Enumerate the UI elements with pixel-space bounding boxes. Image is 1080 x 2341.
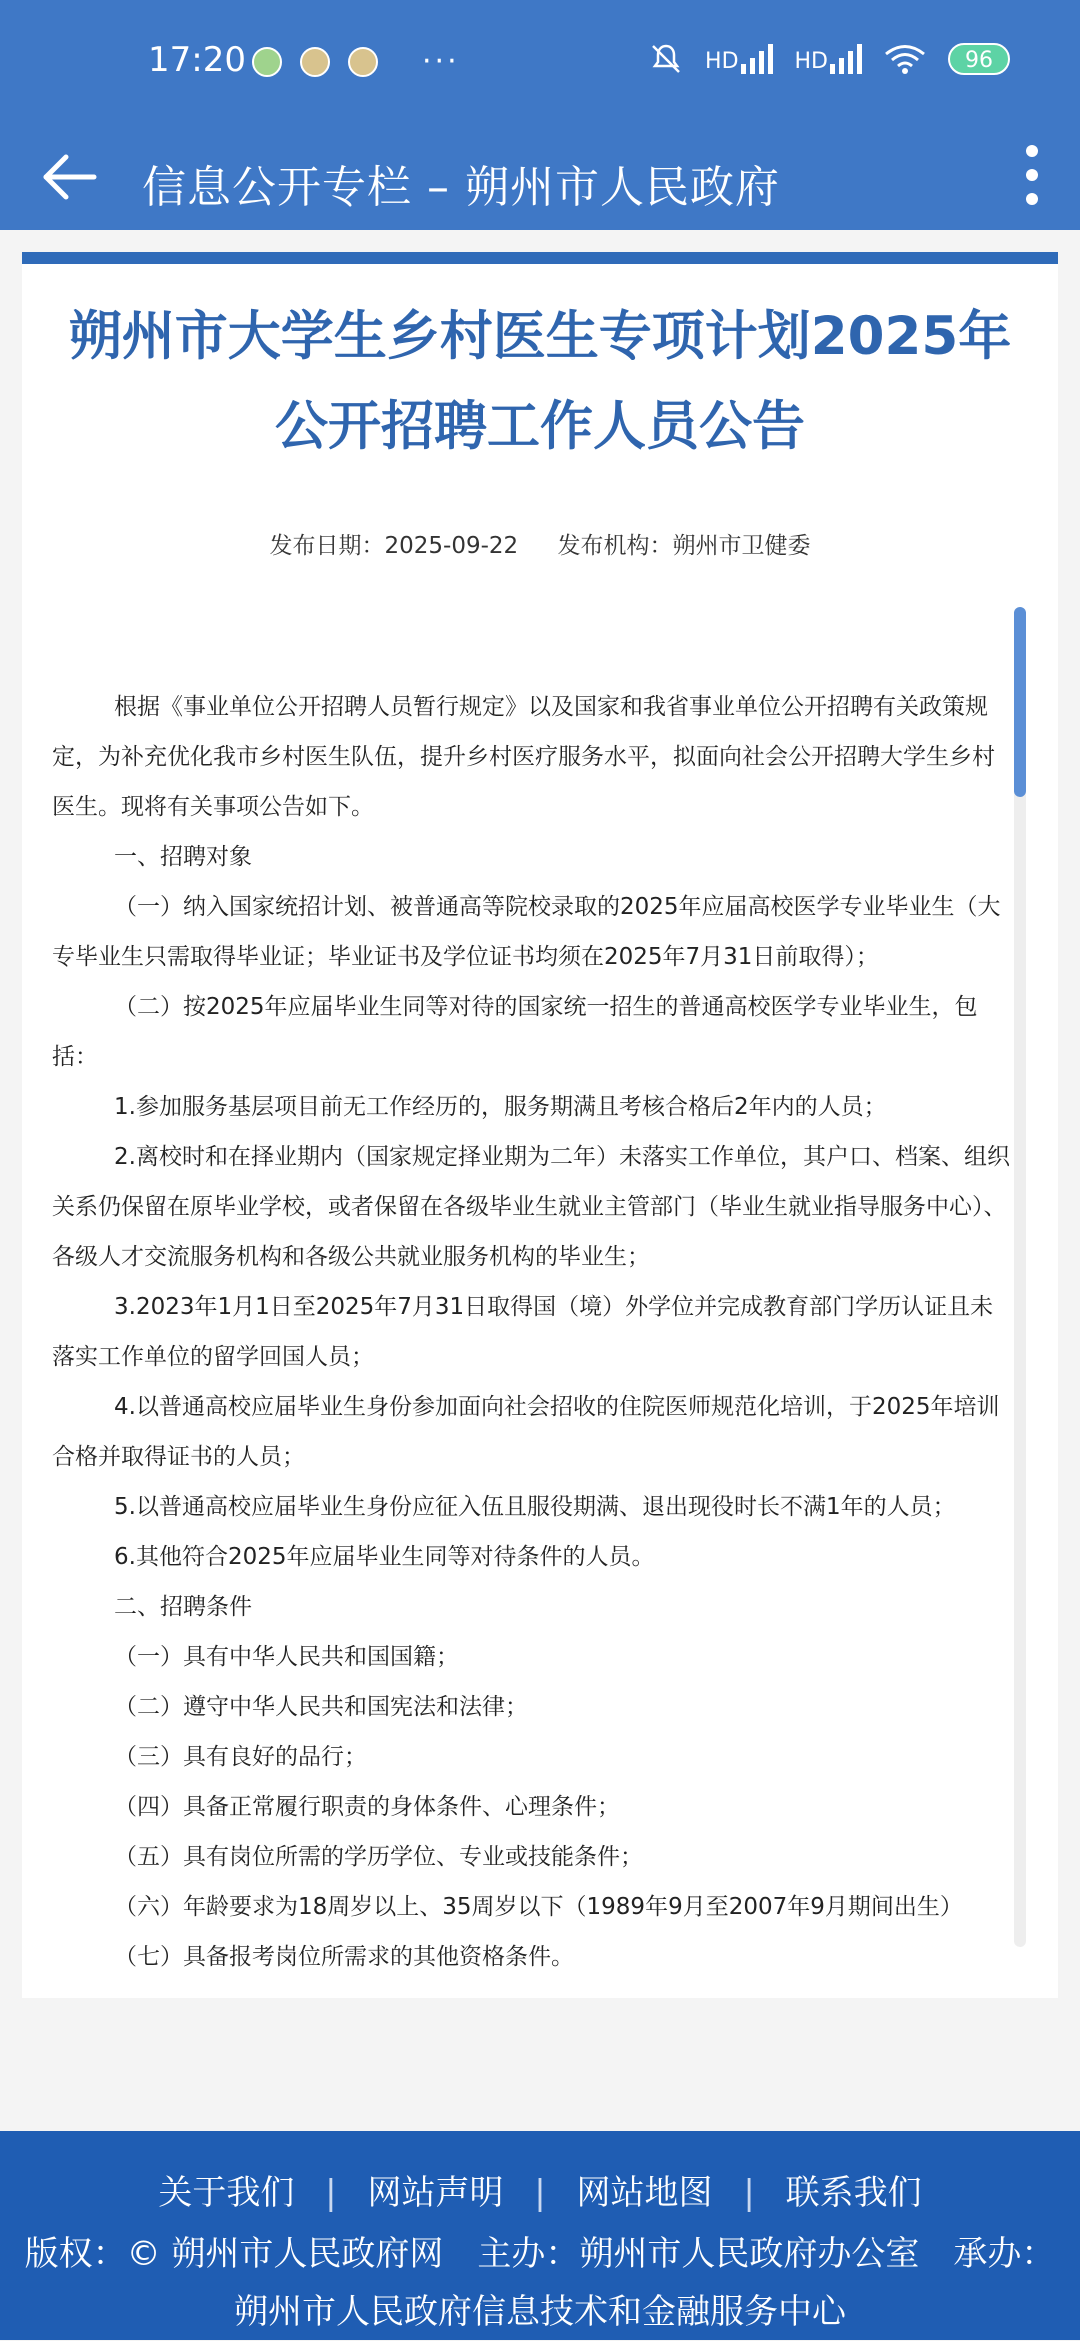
list-item: 4.以普通高校应届毕业生身份参加面向社会招收的住院医师规范化培训，于2025年培训合格并取得证书的人员； bbox=[52, 1394, 1000, 1470]
list-item: （三）具有良好的品行； bbox=[114, 1744, 367, 1770]
more-notifications-icon: ··· bbox=[422, 44, 460, 79]
scrollbar-thumb[interactable] bbox=[1014, 607, 1026, 797]
signal-strength-icon: HD bbox=[705, 44, 772, 74]
site-footer bbox=[0, 2131, 1080, 2340]
footer-link-sitemap[interactable]: 网站地图 bbox=[576, 2173, 713, 2213]
footer-separator: | bbox=[743, 2173, 755, 2213]
battery-indicator: 96 bbox=[948, 43, 1010, 75]
footer-separator: | bbox=[534, 2173, 546, 2213]
list-item: 2.离校时和在择业期内（国家规定择业期为二年）未落实工作单位，其户口、档案、组织关系仍保留在原毕业学校，或者保留在各级毕业生就业主管部门（毕业生就业指导服务中心）、各级人才交流服务机构和各级公共就业服务机构的毕业生； bbox=[52, 1144, 1010, 1270]
list-item: （一）具有中华人民共和国国籍； bbox=[114, 1644, 459, 1670]
footer-links bbox=[0, 2165, 1080, 2214]
list-item: （二）遵守中华人民共和国宪法和法律； bbox=[114, 1694, 528, 1720]
status-time: 17:20 bbox=[148, 40, 246, 80]
notification-icons bbox=[252, 44, 460, 79]
scrollbar-track[interactable] bbox=[1014, 607, 1026, 1947]
more-options-icon[interactable] bbox=[1010, 137, 1054, 213]
signal-strength-icon: HD bbox=[795, 44, 862, 74]
list-item: （四）具备正常履行职责的身体条件、心理条件； bbox=[114, 1794, 620, 1820]
publish-date: 发布日期：2025-09-22 bbox=[269, 533, 519, 559]
footer-separator: | bbox=[325, 2173, 337, 2213]
list-item: 3.2023年1月1日至2025年7月31日取得国（境）外学位并完成教育部门学历认证且未落实工作单位的留学回国人员； bbox=[52, 1294, 994, 1370]
article-meta bbox=[22, 527, 1058, 560]
app-bar bbox=[0, 125, 1080, 230]
section-heading: 一、招聘对象 bbox=[114, 844, 252, 870]
mute-bell-icon bbox=[649, 42, 683, 76]
footer-link-statement[interactable]: 网站声明 bbox=[367, 2173, 504, 2213]
publish-org: 发布机构：朔州市卫健委 bbox=[557, 533, 811, 559]
footer-link-contact[interactable]: 联系我们 bbox=[785, 2173, 922, 2213]
app-notification-icon bbox=[348, 47, 378, 77]
card-accent-bar bbox=[22, 252, 1058, 264]
page-title: 信息公开专栏 – 朔州市人民政府 bbox=[142, 162, 780, 213]
list-item: （七）具备报考岗位所需求的其他资格条件。 bbox=[114, 1944, 574, 1970]
section-heading: 二、招聘条件 bbox=[114, 1594, 252, 1620]
article-title: 朔州市大学生乡村医生专项计划2025年公开招聘工作人员公告 bbox=[68, 306, 1012, 457]
list-item: 5.以普通高校应届毕业生身份应征入伍且服役期满、退出现役时长不满1年的人员； bbox=[114, 1494, 956, 1520]
wifi-icon bbox=[884, 43, 926, 75]
paragraph: （二）按2025年应届毕业生同等对待的国家统一招生的普通高校医学专业毕业生，包括： bbox=[52, 994, 978, 1070]
list-item: （六）年龄要求为18周岁以上、35周岁以下（1989年9月至2007年9月期间出生） bbox=[114, 1894, 963, 1920]
footer-copyright: 版权：© 朔州市人民政府网 主办：朔州市人民政府办公室 承办：朔州市人民政府信息技术和金融服务中心 bbox=[24, 2234, 1056, 2332]
app-notification-icon bbox=[252, 47, 282, 77]
article-body[interactable] bbox=[52, 682, 1012, 1982]
article-card bbox=[22, 252, 1058, 1998]
footer-link-about[interactable]: 关于我们 bbox=[158, 2173, 295, 2213]
status-bar bbox=[0, 0, 1080, 125]
system-status-icons bbox=[649, 42, 1010, 76]
list-item: 6.其他符合2025年应届毕业生同等对待条件的人员。 bbox=[114, 1544, 655, 1570]
list-item: 1.参加服务基层项目前无工作经历的，服务期满且考核合格后2年内的人员； bbox=[114, 1094, 887, 1120]
app-notification-icon bbox=[300, 47, 330, 77]
back-arrow-icon[interactable] bbox=[38, 145, 102, 209]
list-item: （五）具有岗位所需的学历学位、专业或技能条件； bbox=[114, 1844, 643, 1870]
paragraph: 根据《事业单位公开招聘人员暂行规定》以及国家和我省事业单位公开招聘有关政策规定，为补充优化我市乡村医生队伍，提升乡村医疗服务水平，拟面向社会公开招聘大学生乡村医生。现将有关事项公告如下。 bbox=[52, 694, 995, 820]
paragraph: （一）纳入国家统招计划、被普通高等院校录取的2025年应届高校医学专业毕业生（大专毕业生只需取得毕业证；毕业证书及学位证书均须在2025年7月31日前取得）； bbox=[52, 894, 1001, 970]
